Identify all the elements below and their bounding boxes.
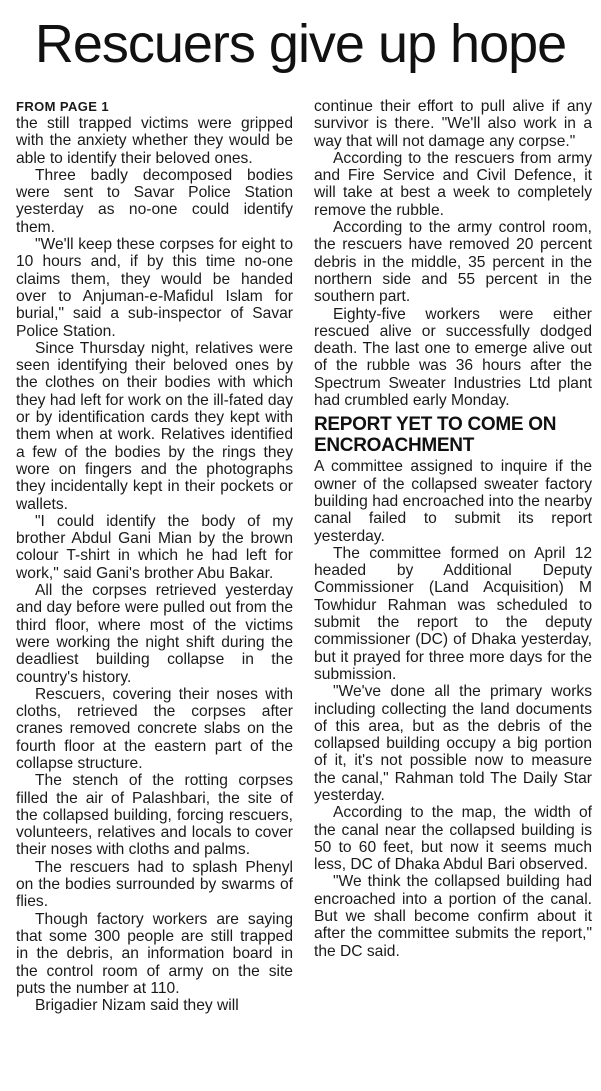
paragraph: "We'll keep these corpses for eight to 10 hours and, if by this time no-one claims them, they would be handed over to Anjuman-e-Mafidul Islam for burial," said a sub-inspector of Savar Police Station.: [16, 236, 293, 340]
paragraph: "We've done all the primary works including collecting the land documents of this area, but as the debris of the collapsed building occupy a big portion of it, it's not possible now to measure the canal," Rahman told The Daily Star yesterday.: [314, 683, 592, 804]
paragraph: the still trapped victims were gripped with the anxiety whether they would be able to identify their beloved ones.: [16, 115, 293, 167]
paragraph: continue their effort to pull alive if any survivor is there. "We'll also work in a way that will not damage any corpse.": [314, 98, 592, 150]
paragraph: "I could identify the body of my brother Abdul Gani Mian by the brown colour T-shirt in which he had left for work," said Gani's brother Abu Bakar.: [16, 512, 293, 582]
paragraph: All the corpses retrieved yesterday and day before were pulled out from the third floor, where most of the victims were working the night shift during the deadliest building collapse in the country's history.: [16, 582, 293, 686]
paragraph: Though factory workers are saying that some 300 people are still trapped in the debris, an information board in the control room of army on the site puts the number at 110.: [16, 910, 293, 997]
paragraph: The committee formed on April 12 headed by Additional Deputy Commissioner (Land Acquisition) M Towhidur Rahman was scheduled to submit the report to the deputy commissioner (DC) of Dhaka yesterday, but it prayed for three more days for the submission.: [314, 544, 592, 683]
paragraph: A committee assigned to inquire if the owner of the collapsed sweater factory building had encroached into the nearby canal failed to submit its report yesterday.: [314, 458, 592, 545]
left-column: [16, 98, 293, 1088]
paragraph: The stench of the rotting corpses filled the air of Palashbari, the site of the collapsed building, forcing rescuers, volunteers, relatives and locals to cover their noses with cloths and palms.: [16, 772, 293, 859]
continuation-kicker: FROM PAGE 1: [16, 99, 110, 114]
paragraph: Eighty-five workers were either rescued alive or successfully dodged death. The last one to emerge alive out of the rubble was 36 hours after the Spectrum Sweater Industries Ltd plant had crumbled early Monday.: [314, 305, 592, 410]
paragraph: The rescuers had to splash Phenyl on the bodies surrounded by swarms of flies.: [16, 858, 293, 911]
paragraph: Since Thursday night, relatives were seen identifying their beloved ones by the clothes on their bodies with which they had left for work on the ill-fated day or by identification cards they kept with them when at work. Relatives identified a few of the bodies by the rings they wore on fingers and the photographs they incidentally kept in their pockets or wallets.: [16, 339, 293, 513]
paragraph: According to the army control room, the rescuers have removed 20 percent debris in the middle, 35 percent in the northern side and 55 percent in the southern part.: [314, 219, 592, 306]
right-column: [314, 98, 592, 1088]
paragraph: Rescuers, covering their noses with cloths, retrieved the corpses after cranes removed concrete slabs on the fourth floor at the eastern part of the collapse structure.: [16, 685, 293, 772]
paragraph: According to the map, the width of the canal near the collapsed building is 50 to 60 feet, but now it seems much less, DC of Dhaka Abdul Bari observed.: [314, 804, 592, 874]
subhead: REPORT YET TO COME ON ENCROACHMENT: [314, 414, 557, 456]
paragraph: Three badly decomposed bodies were sent to Savar Police Station yesterday as no-one could identify them.: [16, 166, 293, 236]
paragraph: Brigadier Nizam said they will: [35, 997, 239, 1015]
headline: Rescuers give up hope: [34, 14, 567, 74]
paragraph: According to the rescuers from army and Fire Service and Civil Defence, it will take at best a week to completely remove the rubble.: [314, 149, 592, 219]
paragraph: "We think the collapsed building had encroached into a portion of the canal. But we shall become confirm about it after the committee submits the report," the DC said.: [314, 873, 592, 960]
